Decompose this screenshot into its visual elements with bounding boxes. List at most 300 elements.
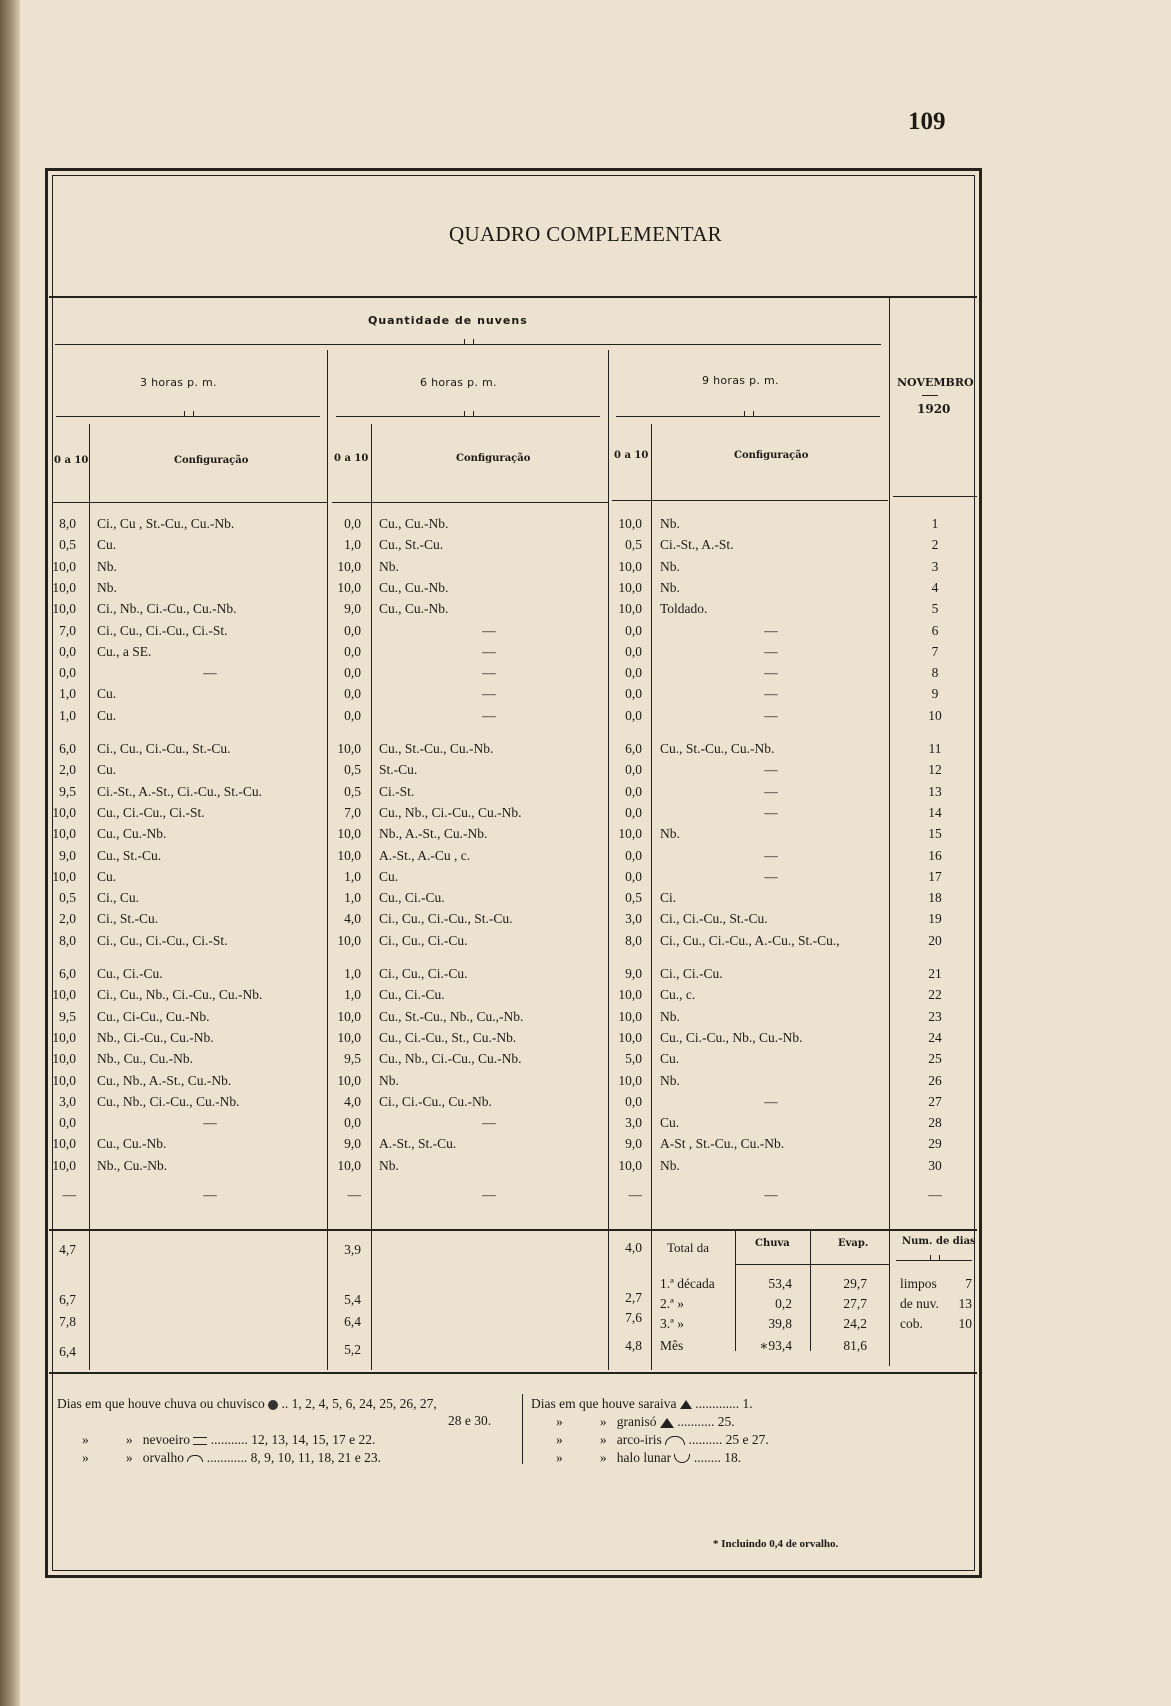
cloud-config-9h: Nb. xyxy=(660,516,680,531)
footer-chuva xyxy=(57,1396,437,1412)
config-header-6h: Configuração xyxy=(456,453,531,464)
cloud-amount-9h: 10,0 xyxy=(618,516,642,531)
cloud-amount-6h: 10,0 xyxy=(337,1157,361,1173)
cloud-amount-3h: 10,0 xyxy=(52,558,76,574)
cloud-amount-9h: 6,0 xyxy=(625,741,642,756)
cloud-config-3h: Ci., Cu. xyxy=(97,890,140,906)
cloud-amount-3h: 1,0 xyxy=(59,707,76,723)
cloud-amount-9h: 0,0 xyxy=(625,762,642,778)
footer-saraiva-dots: ............. xyxy=(695,1396,740,1411)
cloud-config-9h: Ci. xyxy=(660,890,677,906)
month-column-divider xyxy=(889,298,890,1366)
period-label: 1.ª década xyxy=(660,1276,715,1291)
cloud-amount-3h: 10,0 xyxy=(52,868,76,884)
cloud-amount-9h: 10,0 xyxy=(618,1029,642,1045)
day-number: 20 xyxy=(928,932,942,948)
rainbow-icon xyxy=(665,1436,685,1445)
cloud-amount-6h: 0,5 xyxy=(344,783,361,799)
cloud-amount-9h: 0,0 xyxy=(625,847,642,863)
cloud-config-3h: Cu., Nb., A.-St., Cu.-Nb. xyxy=(97,1072,232,1088)
day-number: 18 xyxy=(928,890,942,906)
cloud-amount-6h: — xyxy=(347,1187,361,1202)
footer-chuva-prefix: Dias em que houve chuva ou chuvisco xyxy=(57,1396,265,1411)
cloud-amount-6h: 0,0 xyxy=(344,665,361,681)
dew-icon xyxy=(187,1455,203,1462)
day-number: — xyxy=(928,1187,942,1202)
day-number: 10 xyxy=(928,707,942,723)
cloud-amount-6h: 0,0 xyxy=(344,707,361,723)
dias-value: 7 xyxy=(965,1276,972,1291)
period-chuva: ∗93,4 xyxy=(759,1338,792,1353)
footer-graniso-values: 25. xyxy=(717,1414,735,1429)
cloud-config-6h: Cu., Nb., Ci.-Cu., Cu.-Nb. xyxy=(379,1051,522,1067)
cloud-config-6h: Cu., Ci.-Cu., St., Cu.-Nb. xyxy=(379,1029,517,1045)
cloud-config-9h: Nb. xyxy=(660,1008,680,1024)
day-number: 2 xyxy=(931,537,939,553)
chuva-evap-rule xyxy=(735,1264,889,1265)
cloud-amount-3h: 10,0 xyxy=(52,826,76,842)
cloud-amount-9h: 9,0 xyxy=(625,1136,642,1152)
cloud-amount-3h: 9,5 xyxy=(59,1008,76,1024)
cloud-config-3h: Ci.-St., A.-St., Ci.-Cu., St.-Cu. xyxy=(97,783,263,799)
month-year-rule xyxy=(922,395,938,396)
cloud-amount-9h: 0,0 xyxy=(625,868,642,884)
footer-saraiva-values: 1. xyxy=(742,1396,753,1411)
dias-value: 10 xyxy=(958,1316,972,1331)
cloud-amount-6h: 9,0 xyxy=(344,601,361,617)
cloud-amount-9h: 10,0 xyxy=(618,987,642,1003)
cloud-amount-3h: 0,0 xyxy=(59,1115,76,1131)
cloud-config-6h: Cu., St.-Cu., Nb., Cu.,-Nb. xyxy=(379,1008,524,1024)
month-3h: 6,4 xyxy=(59,1344,76,1359)
footer-chuva-dots: .. xyxy=(281,1396,289,1411)
day-number: 22 xyxy=(928,987,942,1003)
day-number: 21 xyxy=(928,966,942,981)
cloud-config-3h: Ci., St.-Cu. xyxy=(97,911,159,927)
cloud-config-3h: Cu., a SE. xyxy=(97,643,152,659)
day-number: 14 xyxy=(928,804,942,820)
scale-header-6h: 0 a 10 xyxy=(334,453,369,464)
cloud-amount-6h: 7,0 xyxy=(344,804,361,820)
day-number: 23 xyxy=(928,1008,942,1024)
cloud-config-6h: Ci., Cu., Ci.-Cu. xyxy=(379,932,468,948)
cloud-config-9h: Cu., c. xyxy=(660,987,696,1003)
col-divider-6-9 xyxy=(608,350,609,1370)
cloud-amount-9h: 9,0 xyxy=(625,966,642,981)
cloud-amount-3h: 0,5 xyxy=(59,890,76,906)
cloud-config-3h: Cu., Cu.-Nb. xyxy=(97,1136,167,1152)
cloud-config-9h: Cu. xyxy=(660,1051,680,1067)
num-dias-label: Num. de dias xyxy=(902,1236,976,1247)
day-number: 4 xyxy=(931,579,939,595)
day-number: 25 xyxy=(928,1051,942,1067)
day-number: 16 xyxy=(928,847,942,863)
cloud-amount-6h: 10,0 xyxy=(337,826,361,842)
decade2-6h: 6,4 xyxy=(344,1314,361,1329)
brace-3h xyxy=(56,408,320,417)
cloud-config-9h: Cu., St.-Cu., Cu.-Nb. xyxy=(660,741,775,756)
period-label: 2.ª » xyxy=(660,1296,684,1311)
rain-icon xyxy=(268,1400,278,1410)
cloud-amount-9h: 10,0 xyxy=(618,826,642,842)
cloud-config-3h: Cu. xyxy=(97,762,117,778)
cloud-config-9h: Ci., Cu., Ci.-Cu., A.-Cu., St.-Cu., xyxy=(660,932,840,948)
cloud-config-3h: — xyxy=(203,1187,217,1202)
cloud-config-9h: — xyxy=(764,804,778,820)
day-number: 28 xyxy=(928,1115,942,1131)
cloud-amount-9h: 10,0 xyxy=(618,1072,642,1088)
cloud-config-9h: Nb. xyxy=(660,1157,680,1173)
period-evap: 81,6 xyxy=(843,1338,867,1353)
day-number: 12 xyxy=(928,762,942,778)
cloud-amount-6h: 0,0 xyxy=(344,1115,361,1131)
cloud-amount-6h: 10,0 xyxy=(337,1008,361,1024)
footer-graniso xyxy=(556,1414,735,1430)
period-label: 3.ª » xyxy=(660,1316,684,1331)
cloud-amount-9h: 10,0 xyxy=(618,1157,642,1173)
cloud-config-3h: Cu. xyxy=(97,686,117,702)
cloud-amount-3h: 0,0 xyxy=(59,665,76,681)
cloud-config-3h: Cu., Ci-Cu., Cu.-Nb. xyxy=(97,1008,210,1024)
cloud-amount-9h: 5,0 xyxy=(625,1051,642,1067)
cloud-config-6h: St.-Cu. xyxy=(379,762,418,778)
cloud-amount-3h: 10,0 xyxy=(52,1072,76,1088)
cloud-amount-3h: 1,0 xyxy=(59,686,76,702)
cloud-config-6h: A.-St., A.-Cu , c. xyxy=(379,847,471,863)
cloud-config-3h: Ci., Cu., Ci.-Cu., Ci.-St. xyxy=(97,932,228,948)
scale-header-9h: 0 a 10 xyxy=(614,450,649,461)
summary-bottom-rule xyxy=(49,1372,977,1374)
cloud-amount-6h: 0,0 xyxy=(344,622,361,638)
cloud-config-6h: Cu., Nb., Ci.-Cu., Cu.-Nb. xyxy=(379,804,522,820)
cloud-config-3h: Cu., Cu.-Nb. xyxy=(97,826,167,842)
sleet-icon xyxy=(660,1418,674,1428)
cloud-config-9h: Nb. xyxy=(660,579,680,595)
book-spine xyxy=(0,0,20,1706)
footer-nevoeiro-values: 12, 13, 14, 15, 17 e 22. xyxy=(251,1432,376,1447)
cloud-config-3h: Cu., Ci.-Cu. xyxy=(97,966,163,981)
cloud-amount-6h: 10,0 xyxy=(337,579,361,595)
cloud-amount-6h: 10,0 xyxy=(337,847,361,863)
cloud-amount-6h: 1,0 xyxy=(344,987,361,1003)
col-divider-3-6 xyxy=(327,350,328,1370)
cloud-config-3h: Cu. xyxy=(97,537,117,553)
chuva-divider xyxy=(735,1231,736,1351)
dias-label: limpos xyxy=(900,1276,937,1291)
footer-arcoiris-prefix: » » arco-iris xyxy=(556,1432,662,1447)
cloud-amount-3h: 7,0 xyxy=(59,622,76,638)
cloud-config-6h: Cu., Cu.-Nb. xyxy=(379,579,449,595)
cloud-amount-9h: 10,0 xyxy=(618,579,642,595)
cloud-amount-6h: 1,0 xyxy=(344,537,361,553)
day-number: 13 xyxy=(928,783,942,799)
cloud-config-6h: Ci.-St. xyxy=(379,783,415,799)
cloud-amount-9h: 0,0 xyxy=(625,665,642,681)
cloud-amount-3h: 6,0 xyxy=(59,741,76,756)
cloud-amount-3h: 0,0 xyxy=(59,643,76,659)
footer-orvalho-values: 8, 9, 10, 11, 18, 21 e 23. xyxy=(250,1450,381,1465)
day-number: 7 xyxy=(931,643,939,659)
header-9h: 9 horas p. m. xyxy=(702,374,779,387)
cloud-amount-3h: 0,5 xyxy=(59,537,76,553)
cloud-config-6h: Cu., Ci.-Cu. xyxy=(379,890,445,906)
cloud-config-9h: — xyxy=(764,783,778,799)
footer-nevoeiro xyxy=(82,1432,375,1448)
cloud-amount-6h: 1,0 xyxy=(344,890,361,906)
footer-orvalho-dots: ............ xyxy=(206,1450,248,1465)
cloud-config-9h: — xyxy=(764,762,778,778)
day-number: 1 xyxy=(931,516,939,531)
hail-icon xyxy=(680,1400,692,1409)
num-dias-brace xyxy=(896,1252,972,1261)
footer-arcoiris-dots: .......... xyxy=(688,1432,723,1447)
cloud-amount-3h: 10,0 xyxy=(52,579,76,595)
day-number: 3 xyxy=(931,558,939,574)
cloud-amount-9h: 0,0 xyxy=(625,707,642,723)
cloud-amount-6h: 4,0 xyxy=(344,1093,361,1109)
total-label: Total da xyxy=(667,1240,710,1255)
brace-6h xyxy=(336,408,600,417)
cloud-amount-3h: 10,0 xyxy=(52,1051,76,1067)
cloud-config-9h: Ci., Ci.-Cu. xyxy=(660,966,723,981)
cloud-amount-6h: 1,0 xyxy=(344,868,361,884)
cloud-config-6h: Cu., Cu.-Nb. xyxy=(379,601,449,617)
footer-graniso-prefix: » » granisó xyxy=(556,1414,657,1429)
cloud-config-3h: Nb. xyxy=(97,579,117,595)
cloud-config-6h: Nb. xyxy=(379,558,399,574)
cloud-amount-6h: 9,0 xyxy=(344,1136,361,1152)
cloud-amount-6h: 4,0 xyxy=(344,911,361,927)
dias-value: 13 xyxy=(958,1296,972,1311)
cloud-config-3h: Ci., Cu., Ci.-Cu., Ci.-St. xyxy=(97,622,228,638)
header-3h: 3 horas p. m. xyxy=(140,376,217,389)
cloud-config-9h: Ci., Ci.-Cu., St.-Cu. xyxy=(660,911,768,927)
day-number: 17 xyxy=(928,868,942,884)
footer-orvalho-prefix: » » orvalho xyxy=(82,1450,184,1465)
cloud-amount-6h: 10,0 xyxy=(337,1072,361,1088)
cloud-amount-6h: 0,0 xyxy=(344,686,361,702)
cloud-amount-3h: 3,0 xyxy=(59,1093,76,1109)
footer-halo xyxy=(556,1450,741,1466)
cloud-amount-9h: 8,0 xyxy=(625,932,642,948)
cloud-config-6h: Nb., A.-St., Cu.-Nb. xyxy=(379,826,488,842)
footer-chuva-values2: 28 e 30. xyxy=(448,1413,492,1428)
day-number: 15 xyxy=(928,826,942,842)
cloud-config-3h: Nb., Cu.-Nb. xyxy=(97,1157,168,1173)
cloud-amount-3h: 10,0 xyxy=(52,1136,76,1152)
footer-arcoiris xyxy=(556,1432,769,1448)
cloud-amount-3h: 2,0 xyxy=(59,911,76,927)
cloud-config-3h: Ci., Cu., Nb., Ci.-Cu., Cu.-Nb. xyxy=(97,987,263,1003)
brace-9h xyxy=(616,408,880,417)
cloud-config-6h: Ci., Cu., Ci.-Cu., St.-Cu. xyxy=(379,911,513,927)
footer-nevoeiro-dots: ........... xyxy=(210,1432,248,1447)
cloud-amount-3h: 10,0 xyxy=(52,987,76,1003)
period-chuva: 0,2 xyxy=(775,1296,792,1311)
cloud-config-6h: — xyxy=(482,707,496,723)
period-evap: 29,7 xyxy=(843,1276,867,1291)
cloud-amount-6h: 9,5 xyxy=(344,1051,361,1067)
cloud-amount-6h: 10,0 xyxy=(337,558,361,574)
cloud-amount-9h: 10,0 xyxy=(618,558,642,574)
cloud-config-6h: — xyxy=(482,686,496,702)
decade1-3h: 6,7 xyxy=(59,1292,76,1307)
dias-label: de nuv. xyxy=(900,1296,939,1311)
cloud-amount-3h: 10,0 xyxy=(52,1157,76,1173)
cloud-config-3h: Cu., St.-Cu. xyxy=(97,847,162,863)
header-6h: 6 horas p. m. xyxy=(420,376,497,389)
cloud-amount-6h: 1,0 xyxy=(344,966,361,981)
cloud-amount-9h: 3,0 xyxy=(625,1115,642,1131)
cloud-config-3h: Nb., Cu., Cu.-Nb. xyxy=(97,1051,194,1067)
cloud-amount-9h: — xyxy=(628,1187,642,1202)
fog-icon xyxy=(193,1437,207,1445)
month-9h: 4,8 xyxy=(625,1338,642,1353)
footer-chuva-values: 1, 2, 4, 5, 6, 24, 25, 26, 27, xyxy=(291,1396,437,1411)
cloud-amount-9h: 0,0 xyxy=(625,686,642,702)
cloud-config-9h: — xyxy=(764,665,778,681)
decade2-9h: 7,6 xyxy=(625,1310,642,1325)
config-header-3h: Configuração xyxy=(174,455,249,466)
day-number: 30 xyxy=(928,1157,942,1173)
cloud-config-3h: Nb., Ci.-Cu., Cu.-Nb. xyxy=(97,1029,214,1045)
header-year: 1920 xyxy=(917,402,951,416)
cloud-config-3h: Ci., Cu., Ci.-Cu., St.-Cu. xyxy=(97,741,231,756)
cloud-amount-9h: 0,0 xyxy=(625,783,642,799)
footer-saraiva-prefix: Dias em que houve saraiva xyxy=(531,1396,677,1411)
day-number: 24 xyxy=(928,1029,942,1045)
footer-nevoeiro-prefix: » » nevoeiro xyxy=(82,1432,190,1447)
cloud-config-9h: Ci.-St., A.-St. xyxy=(660,537,734,553)
footer-halo-prefix: » » halo lunar xyxy=(556,1450,672,1465)
cloud-amount-3h: 10,0 xyxy=(52,601,76,617)
cloud-config-6h: Cu., St.-Cu., Cu.-Nb. xyxy=(379,741,494,756)
cloud-config-9h: — xyxy=(764,868,778,884)
footer-divider xyxy=(522,1394,523,1464)
cloud-config-9h: Nb. xyxy=(660,826,680,842)
period-chuva: 53,4 xyxy=(768,1276,792,1291)
cloud-config-3h: Ci., Cu , St.-Cu., Cu.-Nb. xyxy=(97,516,235,531)
cloud-config-9h: Nb. xyxy=(660,1072,680,1088)
day-number: 11 xyxy=(928,741,942,756)
footer-halo-dots: ........ xyxy=(693,1450,721,1465)
cloud-amount-6h: 0,0 xyxy=(344,516,361,531)
decade1-6h: 5,4 xyxy=(344,1292,361,1307)
mean-9h: 4,0 xyxy=(625,1240,642,1255)
footer-graniso-dots: ........... xyxy=(677,1414,715,1429)
scale-header-3h: 0 a 10 xyxy=(54,455,89,466)
day-number: 5 xyxy=(931,601,939,617)
cloud-amount-3h: 9,5 xyxy=(59,783,76,799)
cloud-amount-3h: 8,0 xyxy=(59,932,76,948)
mean-6h: 3,9 xyxy=(344,1242,361,1257)
cloud-config-6h: Cu., Ci.-Cu. xyxy=(379,987,445,1003)
cloud-amount-6h: 10,0 xyxy=(337,1029,361,1045)
cloud-config-9h: — xyxy=(764,686,778,702)
evap-divider xyxy=(810,1231,811,1351)
header-bottom-rule-3h xyxy=(52,502,328,503)
cloud-config-3h: — xyxy=(203,1115,217,1131)
cloud-config-9h: Cu. xyxy=(660,1115,680,1131)
cloud-amount-9h: 0,0 xyxy=(625,1093,642,1109)
quantidade-brace xyxy=(55,336,881,345)
cloud-amount-9h: 3,0 xyxy=(625,911,642,927)
cloud-config-6h: Nb. xyxy=(379,1157,399,1173)
cloud-config-3h: Nb. xyxy=(97,558,117,574)
cloud-amount-3h: 2,0 xyxy=(59,762,76,778)
mean-3h: 4,7 xyxy=(59,1242,76,1257)
cloud-config-9h: — xyxy=(764,622,778,638)
cloud-config-6h: Cu. xyxy=(379,868,399,884)
cloud-config-6h: — xyxy=(482,622,496,638)
cloud-config-3h: Cu. xyxy=(97,868,117,884)
day-number: 19 xyxy=(928,911,942,927)
cloud-amount-3h: 8,0 xyxy=(59,516,76,531)
cloud-config-6h: Cu., Cu.-Nb. xyxy=(379,516,449,531)
period-label: Mês xyxy=(660,1338,684,1353)
header-bottom-rule-9h xyxy=(612,500,888,501)
config-header-9h: Configuração xyxy=(734,450,809,461)
cloud-amount-3h: — xyxy=(62,1187,76,1202)
cloud-config-9h: — xyxy=(764,707,778,723)
cloud-amount-6h: 0,5 xyxy=(344,762,361,778)
cloud-config-3h: Cu., Ci.-Cu., Ci.-St. xyxy=(97,804,205,820)
cloud-config-9h: — xyxy=(764,847,778,863)
cloud-config-6h: — xyxy=(482,1187,496,1202)
cloud-amount-3h: 10,0 xyxy=(52,804,76,820)
cloud-config-9h: Toldado. xyxy=(660,601,708,617)
cloud-config-3h: Ci., Nb., Ci.-Cu., Cu.-Nb. xyxy=(97,601,237,617)
cloud-config-6h: Cu., St.-Cu. xyxy=(379,537,444,553)
header-bottom-rule-6h xyxy=(332,502,608,503)
dias-label: cob. xyxy=(900,1316,923,1331)
summary-top-rule xyxy=(49,1229,977,1231)
day-number: 8 xyxy=(931,665,939,681)
cloud-amount-6h: 10,0 xyxy=(337,741,361,756)
period-evap: 27,7 xyxy=(843,1296,867,1311)
period-chuva: 39,8 xyxy=(768,1316,792,1331)
evap-label: Evap. xyxy=(838,1238,869,1249)
page-number: 109 xyxy=(908,108,946,135)
cloud-config-6h: — xyxy=(482,643,496,659)
cloud-config-6h: Ci., Cu., Ci.-Cu. xyxy=(379,966,468,981)
cloud-config-9h: Nb. xyxy=(660,558,680,574)
cloud-amount-9h: 0,0 xyxy=(625,643,642,659)
month-6h: 5,2 xyxy=(344,1342,361,1357)
decade2-3h: 7,8 xyxy=(59,1314,76,1329)
header-top-rule xyxy=(49,296,977,298)
cloud-amount-9h: 0,0 xyxy=(625,622,642,638)
footer-orvalho xyxy=(82,1450,381,1466)
cloud-amount-9h: 0,5 xyxy=(625,537,642,553)
cloud-amount-9h: 0,0 xyxy=(625,804,642,820)
footer-saraiva xyxy=(531,1396,753,1412)
cloud-config-3h: Cu., Nb., Ci.-Cu., Cu.-Nb. xyxy=(97,1093,240,1109)
cloud-amount-3h: 6,0 xyxy=(59,966,76,981)
quantidade-header: Quantidade de nuvens xyxy=(368,314,528,327)
day-number: 9 xyxy=(931,686,939,702)
cloud-config-6h: Nb. xyxy=(379,1072,399,1088)
cloud-amount-9h: 10,0 xyxy=(618,601,642,617)
cloud-amount-3h: 9,0 xyxy=(59,847,76,863)
cloud-config-6h: A.-St., St.-Cu. xyxy=(379,1136,457,1152)
footer-halo-values: 18. xyxy=(724,1450,742,1465)
page-title: QUADRO COMPLEMENTAR xyxy=(449,222,722,246)
cloud-amount-9h: 0,5 xyxy=(625,890,642,906)
footer-arcoiris-values: 25 e 27. xyxy=(725,1432,769,1447)
day-number: 27 xyxy=(928,1093,942,1109)
header-bottom-rule-month xyxy=(893,496,977,497)
